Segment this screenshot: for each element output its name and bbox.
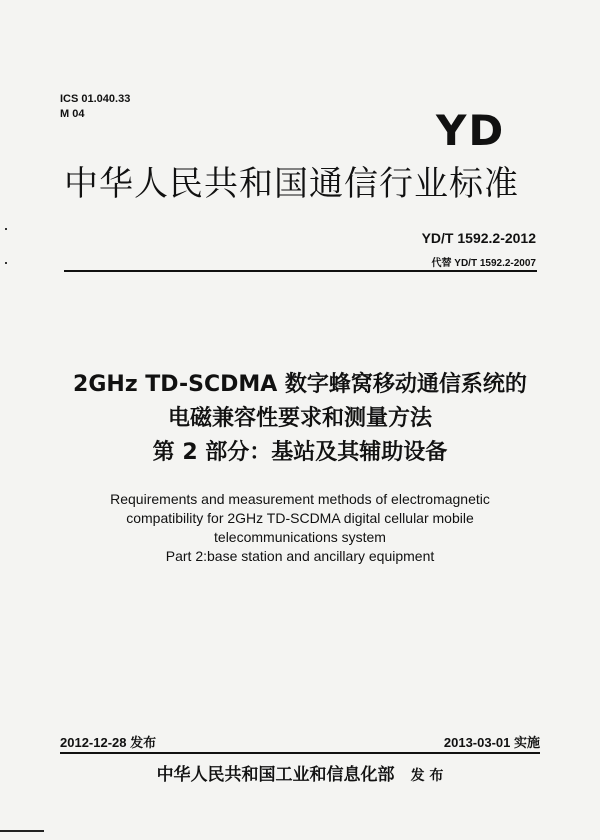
ics-code: ICS 01.040.33 (60, 93, 131, 105)
chinese-title-line-3: 第 2 部分：基站及其辅助设备 (152, 440, 448, 465)
publisher-name: 中华人民共和国工业和信息化部 (156, 765, 395, 785)
chinese-title-line-1: 2GHz TD-SCDMA 数字蜂窝移动通信系统的 (73, 372, 527, 397)
replaces-standard: 代替 YD/T 1592.2-2007 (431, 258, 536, 269)
chinese-title (0, 368, 600, 470)
yd-logo: YD (436, 106, 506, 155)
scan-speck (5, 262, 7, 264)
publisher-suffix: 发 布 (410, 768, 444, 784)
standard-category-title: 中华人民共和国通信行业标准 (64, 164, 519, 204)
english-title-line-1: Requirements and measurement methods of electromagnetic (110, 491, 490, 507)
english-title-line-3: telecommunications system (214, 529, 386, 545)
issue-date: 2012-12-28 发布 (60, 735, 157, 750)
publisher (0, 760, 600, 785)
footer-divider (60, 752, 540, 754)
english-title-line-2: compatibility for 2GHz TD-SCDMA digital cellular mobile (126, 510, 474, 526)
ics-classification (60, 92, 130, 122)
standard-number: YD/T 1592.2-2012 (421, 230, 536, 246)
scan-speck (5, 228, 7, 230)
english-title (0, 490, 600, 566)
classification-code: M 04 (60, 108, 85, 120)
scan-edge-mark (0, 830, 44, 832)
implementation-date: 2013-03-01 实施 (443, 735, 540, 750)
chinese-title-line-2: 电磁兼容性要求和测量方法 (167, 406, 432, 431)
header-divider (64, 270, 537, 272)
english-title-line-4: Part 2:base station and ancillary equipment (165, 548, 435, 564)
